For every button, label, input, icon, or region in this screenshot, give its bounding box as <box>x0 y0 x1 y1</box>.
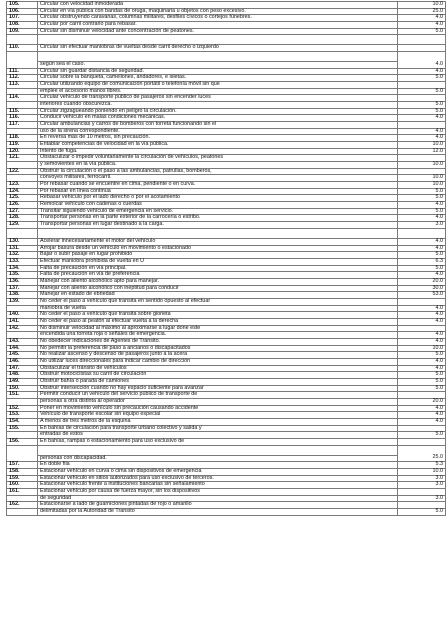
article-number: 156. <box>7 438 38 445</box>
article-number: 115. <box>7 108 38 115</box>
article-number: 106. <box>7 8 38 15</box>
article-description: entradas de estos <box>38 432 398 439</box>
article-description: No ceder el paso al peatón al efectuar vuelta a la derecha <box>38 318 398 325</box>
article-description: Estacionar vehículo frente a instituciones bancarias sin señalamiento <box>38 482 398 489</box>
article-description: Transportar personas en lugar destinado a la carga. <box>38 222 398 229</box>
article-description: Estacionar vehículo en curva o cima sin dispositivos de emergencia <box>38 469 398 476</box>
article-number <box>7 35 38 45</box>
article-number: 120. <box>7 148 38 155</box>
article-number: 112. <box>7 75 38 82</box>
article-description: No utilizar luces direccionales para indicar cambio de dirección <box>38 358 398 365</box>
article-number: 113. <box>7 82 38 89</box>
article-description: Poner en movimiento vehículo sin precaución causando accidente <box>38 405 398 412</box>
article-number: 125. <box>7 195 38 202</box>
article-number: 147. <box>7 365 38 372</box>
table-row-continuation <box>7 455 446 462</box>
fine-amount: 10.0 <box>398 182 446 189</box>
article-number: 155. <box>7 425 38 432</box>
article-description: Estacionar vehículo en sitios autorizados para uso exclusivo de terceros. <box>38 475 398 482</box>
article-number: 153. <box>7 412 38 419</box>
article-description: Circular con velocidad inmoderada <box>38 2 398 9</box>
fine-amount: 5.0 <box>398 28 446 35</box>
article-description: convoyes militares, ferrocarril. <box>38 175 398 182</box>
article-description: Acelerar innecesariamente el motor del vehículo <box>38 238 398 245</box>
article-description: Rebasar vehículo por el lado derecho o por el acotamiento <box>38 195 398 202</box>
fine-amount: 25.0 <box>398 8 446 15</box>
article-description: personas con discapacidad. <box>38 455 398 462</box>
article-description: No obedecer indicaciones de Agentes de Tránsito. <box>38 338 398 345</box>
article-description: emplee el accesorio manos libres. <box>38 88 398 95</box>
article-number: 123. <box>7 182 38 189</box>
table-row <box>7 258 446 265</box>
fine-amount: 5.0 <box>398 252 446 259</box>
table-row <box>7 489 446 496</box>
table-row <box>7 222 446 229</box>
article-number: 131. <box>7 245 38 252</box>
article-number <box>7 228 38 238</box>
article-description: En bahías de circulación para transporte urbano colectivo y salida y <box>38 425 398 432</box>
fine-amount: 25.0 <box>398 455 446 462</box>
article-description: En bahías, rampas o estacionamiento para uso exclusivo de <box>38 438 398 445</box>
fine-amount: 4.0 <box>398 22 446 29</box>
article-description: Falta de precaución en vía principal. <box>38 265 398 272</box>
article-description: Circular ambulancias y carros de bomberos con torreta funcionando sin el <box>38 122 398 129</box>
fine-amount: 53.0 <box>398 292 446 299</box>
article-description: Manejar con aliento alcohólico con ineptitud para conducir <box>38 285 398 292</box>
article-description: Estacionarse a lado de guarniciones pintadas de rojo o amarillo <box>38 502 398 509</box>
article-number: 129. <box>7 222 38 229</box>
article-description: Obstruir la circulación o el paso a las ambulancias, patrullas, bomberos, <box>38 168 398 175</box>
spacer-row <box>7 35 446 45</box>
article-description: de seguridad <box>38 495 398 502</box>
article-number: 154. <box>7 418 38 425</box>
fine-amount: 5.0 <box>398 75 446 82</box>
article-description: No ceder el paso a vehículo que transita sobre glorieta <box>38 312 398 319</box>
article-description: Permitir conducir un vehículo del servicio público de transporte de <box>38 392 398 399</box>
article-description: Falta de precaución en vía de preferencia <box>38 272 398 279</box>
article-description: No disminuir velocidad al máximo al aproximarse a lugar done este <box>38 325 398 332</box>
article-number: 148. <box>7 372 38 379</box>
article-number: 127. <box>7 208 38 215</box>
article-description: Bajar o subir pasaje en lugar prohibido <box>38 252 398 259</box>
article-number: 149. <box>7 378 38 385</box>
article-description: Transportar personas en la parte exterior de la carrocería o estribo. <box>38 215 398 222</box>
fine-amount: 5.3 <box>398 462 446 469</box>
fine-amount: 4.0 <box>398 215 446 222</box>
fines-table-body <box>7 2 446 516</box>
fine-amount <box>398 35 446 45</box>
fine-amount: 5.0 <box>398 432 446 439</box>
fine-amount: 5.0 <box>398 509 446 516</box>
article-description: Conducir vehículo en malas condiciones mecánicas. <box>38 115 398 122</box>
article-description <box>38 52 398 62</box>
article-number: 111. <box>7 68 38 75</box>
article-number: 126. <box>7 202 38 209</box>
fine-amount: 20.0 <box>398 398 446 405</box>
article-description: Circular sobre la banqueta, camellones, andadores, e isletas. <box>38 75 398 82</box>
article-number: 128. <box>7 215 38 222</box>
fine-amount: 5.0 <box>398 352 446 359</box>
fine-amount: 4.0 <box>398 405 446 412</box>
fine-amount: 5.0 <box>398 188 446 195</box>
fine-amount: 5.0 <box>398 385 446 392</box>
fine-amount: 5.0 <box>398 195 446 202</box>
fine-amount: 10.0 <box>398 469 446 476</box>
fine-amount: 10.0 <box>398 2 446 9</box>
article-description: Entablar competencias de velocidad en la vía pública. <box>38 142 398 149</box>
article-description: Circular utilizando equipo de comunicación portátil o telefonía móvil sin que <box>38 82 398 89</box>
fine-amount: 4.0 <box>398 135 446 142</box>
fine-amount <box>398 228 446 238</box>
fine-amount: 4.0 <box>398 245 446 252</box>
article-number: 134. <box>7 265 38 272</box>
article-number <box>7 509 38 516</box>
article-number: 140. <box>7 312 38 319</box>
article-description: Por rebasar cuando se encuentre en cima, pendiente o en curva. <box>38 182 398 189</box>
article-number: 138. <box>7 292 38 299</box>
article-description: Circular en vía pública con bandas de oruga, maquinaria u objetos con peso excesivo. <box>38 8 398 15</box>
article-number: 137. <box>7 285 38 292</box>
fine-amount: 5.0 <box>398 265 446 272</box>
fine-amount: 3.0 <box>398 222 446 229</box>
article-description: Circular obstruyendo caravanas, columnas militares, desfiles cívicos o cortejos fúnebres. <box>38 15 398 22</box>
article-number: 116. <box>7 115 38 122</box>
fine-amount: 4.0 <box>398 312 446 319</box>
spacer-row <box>7 52 446 62</box>
fine-amount: 4.0 <box>398 412 446 419</box>
article-number: 160. <box>7 482 38 489</box>
article-number: 161. <box>7 489 38 496</box>
article-description: encendida una torreta roja o señales de emergencia. <box>38 332 398 339</box>
article-number: 146. <box>7 358 38 365</box>
article-description: En doble fila <box>38 462 398 469</box>
fine-amount: 5.0 <box>398 88 446 95</box>
fine-amount: 4.0 <box>398 418 446 425</box>
fine-amount: 6.3 <box>398 258 446 265</box>
table-row <box>7 28 446 35</box>
article-description: Estacionar vehículo por causa de fuerza mayor, sin los dispositivos <box>38 489 398 496</box>
fine-amount: 4.0 <box>398 332 446 339</box>
article-description: No realizar ascenso y descenso de pasajeros junto a la acera <box>38 352 398 359</box>
article-description: Efectuar maniobra prohibida de vuelta en U <box>38 258 398 265</box>
fine-amount: 4.0 <box>398 318 446 325</box>
article-number: 143. <box>7 338 38 345</box>
article-number: 108. <box>7 22 38 29</box>
article-description <box>38 445 398 455</box>
article-number: 122. <box>7 168 38 175</box>
article-number: 119. <box>7 142 38 149</box>
article-number: 114. <box>7 95 38 102</box>
fine-amount: 4.0 <box>398 338 446 345</box>
fine-amount: 4.0 <box>398 272 446 279</box>
article-description: Obstaculizar o impedir voluntariamente la circulación de vehículos, peatones <box>38 155 398 162</box>
article-number: 152. <box>7 405 38 412</box>
fine-amount: 5.0 <box>398 372 446 379</box>
article-description: Manejar con aliento alcohólico apto para manejar. <box>38 278 398 285</box>
fine-amount: 4.0 <box>398 358 446 365</box>
article-description: Vehículo de transporte escolar sin equipo especial <box>38 412 398 419</box>
article-description: No ceder el paso a vehículo que transita en sentido opuesto al efectuar <box>38 298 398 305</box>
article-description: Circular sin disminuir velocidad ante concentración de peatones. <box>38 28 398 35</box>
fine-amount <box>398 45 446 52</box>
article-description: Circular sin guardar distancia de seguridad. <box>38 68 398 75</box>
spacer-row <box>7 228 446 238</box>
spacer-row <box>7 445 446 455</box>
article-number: 121. <box>7 155 38 162</box>
fine-amount: 12.0 <box>398 148 446 155</box>
article-number: 139. <box>7 298 38 305</box>
fine-amount: 10.0 <box>398 345 446 352</box>
fine-amount: 4.0 <box>398 115 446 122</box>
article-description: Transitar siguiendo vehículo de emergencia en servicio. <box>38 208 398 215</box>
article-number: 105. <box>7 2 38 9</box>
article-description: interiores cuando obscurezca. <box>38 102 398 109</box>
article-description: Intento de fuga. <box>38 148 398 155</box>
article-number <box>7 52 38 62</box>
article-number <box>7 445 38 455</box>
fine-amount: 3.0 <box>398 475 446 482</box>
article-number: 118. <box>7 135 38 142</box>
article-number: 142. <box>7 325 38 332</box>
article-description: delimitadas por la Autoridad de Transito <box>38 509 398 516</box>
article-description <box>38 35 398 45</box>
fine-amount: 5.0 <box>398 208 446 215</box>
fine-amount: 4.0 <box>398 365 446 372</box>
fines-table <box>6 1 446 516</box>
article-number: 144. <box>7 345 38 352</box>
article-number: 133. <box>7 258 38 265</box>
fine-amount: 4.0 <box>398 62 446 69</box>
article-description: Circular zigzagueando poniendo en peligro la circulación. <box>38 108 398 115</box>
article-number: 151. <box>7 392 38 399</box>
article-number: 135. <box>7 272 38 279</box>
fine-amount: 5.0 <box>398 108 446 115</box>
article-description: Circular sin efectuar maniobras de vueltas desde carril derecho o izquierdo <box>38 45 398 52</box>
article-description: uso de la sirena correspondiente. <box>38 128 398 135</box>
article-description <box>38 228 398 238</box>
article-number: 110. <box>7 45 38 52</box>
article-number: 132. <box>7 252 38 259</box>
article-description: En reversa más de 10 metros, sin precaución. <box>38 135 398 142</box>
article-number: 159. <box>7 475 38 482</box>
article-description: Obstruir motociclistas su carril de circulación <box>38 372 398 379</box>
fine-amount: 5.0 <box>398 102 446 109</box>
fine-amount: 20.0 <box>398 278 446 285</box>
fine-amount: 4.0 <box>398 128 446 135</box>
article-description: Arrojar basura desde un vehículo en movimiento o estacionado <box>38 245 398 252</box>
table-row <box>7 45 446 52</box>
article-description: según sea el caso. <box>38 62 398 69</box>
article-number: 162. <box>7 502 38 509</box>
table-row <box>7 438 446 445</box>
article-number: 158. <box>7 469 38 476</box>
article-description: Circular vehículo de transporte público de pasajeros sin encender luces <box>38 95 398 102</box>
fine-amount: 5.0 <box>398 378 446 385</box>
article-description: Remolcar vehículo con cadenas o cuerdas <box>38 202 398 209</box>
article-description: Manejar en estado de ebriedad <box>38 292 398 299</box>
article-description: No permitir la preferencia de paso a ancianos o discapacitados <box>38 345 398 352</box>
article-description: Obstruir intersección cuando no hay espacio suficiente para avanzar <box>38 385 398 392</box>
article-description: personas a otra distinta al operador <box>38 398 398 405</box>
article-description: Obstaculizar el tránsito de vehículos <box>38 365 398 372</box>
article-number: 130. <box>7 238 38 245</box>
fine-amount: 10.0 <box>398 175 446 182</box>
article-number: 157. <box>7 462 38 469</box>
table-row <box>7 238 446 245</box>
article-description: y semovientes en la vía pública. <box>38 162 398 169</box>
fine-amount: 10.0 <box>398 162 446 169</box>
fine-amount: 4.0 <box>398 68 446 75</box>
article-number: 136. <box>7 278 38 285</box>
fine-amount: 3.0 <box>398 495 446 502</box>
fine-amount: 10.0 <box>398 142 446 149</box>
article-number: 117. <box>7 122 38 129</box>
article-description: Circular por carril contrario para rebasar. <box>38 22 398 29</box>
fine-amount: 4.0 <box>398 15 446 22</box>
fine-amount: 30.0 <box>398 285 446 292</box>
fine-amount: 3.0 <box>398 482 446 489</box>
fine-amount: 4.0 <box>398 305 446 312</box>
fine-amount <box>398 438 446 445</box>
article-description: maniobra de vuelta <box>38 305 398 312</box>
article-number: 107. <box>7 15 38 22</box>
fine-amount: 4.0 <box>398 238 446 245</box>
article-number: 109. <box>7 28 38 35</box>
article-number: 124. <box>7 188 38 195</box>
fine-amount: 4.0 <box>398 202 446 209</box>
article-number: 141. <box>7 318 38 325</box>
article-number: 150. <box>7 385 38 392</box>
article-number: 145. <box>7 352 38 359</box>
article-description: Por rebasar en línea continua <box>38 188 398 195</box>
table-row-continuation <box>7 509 446 516</box>
article-description: A menos de tres metros de la esquina <box>38 418 398 425</box>
article-description: Obstruir bahía o parada de camiones <box>38 378 398 385</box>
